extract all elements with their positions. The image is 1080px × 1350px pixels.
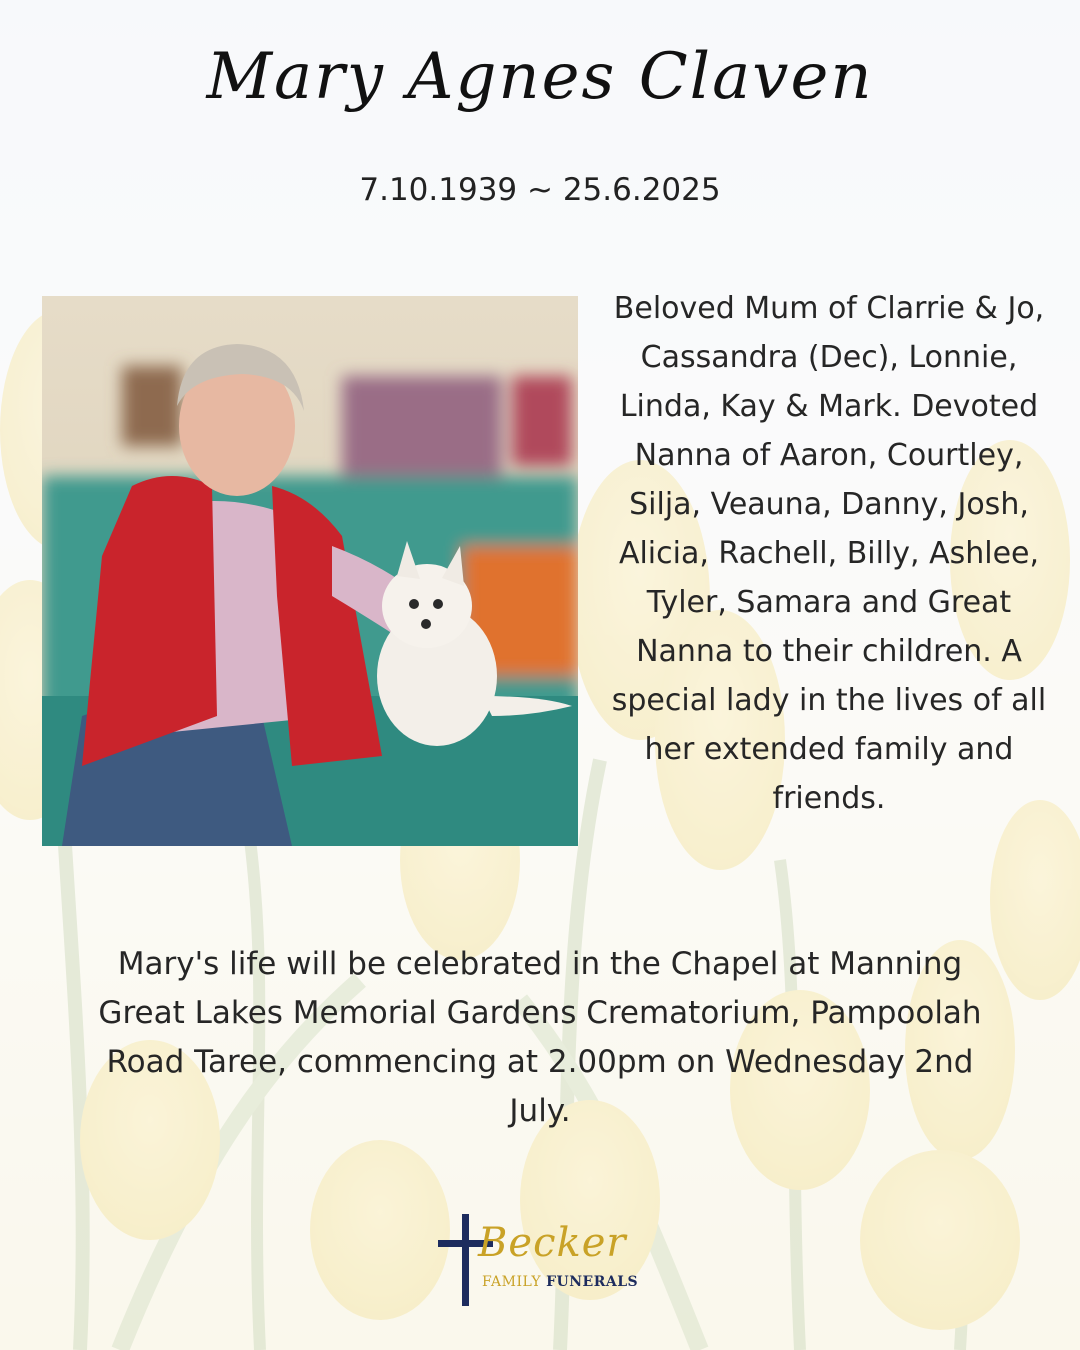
cross-icon: [462, 1214, 469, 1306]
family-tribute: Beloved Mum of Clarrie & Jo, Cassandra (Dec), Lonnie, Linda, Kay & Mark. Devoted Nanna of Aaron, Courtley, Silja, Veauna, Danny, Josh, Alicia, Rachell, Billy, Ashlee, Tyler, Samara and Great Nanna to their children. A special lady in the lives of all her extended family and friends.: [611, 291, 1047, 816]
logo-sub-family: FAMILY: [482, 1274, 542, 1290]
life-dates: 7.10.1939 ~ 25.6.2025: [359, 172, 721, 208]
portrait-photo: [42, 296, 578, 846]
logo-name: Becker: [478, 1220, 627, 1266]
portrait-illustration: [42, 296, 578, 846]
service-details: Mary's life will be celebrated in the Chapel at Manning Great Lakes Memorial Gardens Crematorium, Pampoolah Road Taree, commencing at 2.00pm on Wednesday 2nd July.: [98, 946, 982, 1129]
logo-subtitle: [482, 1274, 638, 1290]
deceased-name: Mary Agnes Claven: [206, 40, 874, 114]
logo-sub-funerals: FUNERALS: [546, 1274, 639, 1290]
funeral-home-logo: [438, 1214, 638, 1306]
